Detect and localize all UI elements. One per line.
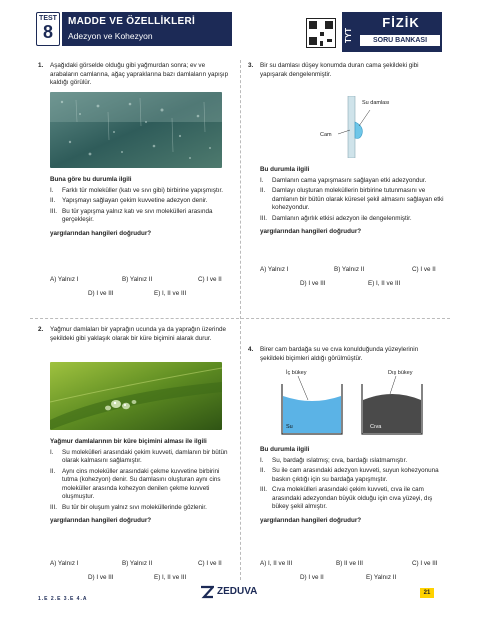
brand-series: TYT bbox=[344, 27, 353, 43]
topic-banner bbox=[62, 12, 232, 46]
unit-title: MADDE VE ÖZELLİKLERİ bbox=[68, 16, 196, 27]
statement-3: III. Damlanın ağırlık etkisi adezyon ile dengelenmiştir. bbox=[260, 214, 412, 222]
option-b[interactable]: B) II ve III bbox=[336, 560, 363, 567]
question-prompt: yargılarından hangileri doğrudur? bbox=[260, 228, 362, 235]
subtopic-title: Adezyon ve Kohezyon bbox=[68, 31, 153, 41]
question-number: 1. bbox=[38, 62, 44, 69]
question-2 bbox=[38, 326, 234, 343]
question-lead: Bu durumla ilgili bbox=[260, 166, 310, 173]
statement-1: I. Su molekülleri arasındaki çekim kuvveti, damlanın bir bütün olarak kalmasını sağlamıştır. bbox=[50, 448, 228, 464]
question-text: Yağmur damlaları bir yaprağın ucunda ya da yaprağın üzerinde şekildeki gibi yaklaşık olarak bir küre biçimini alarak durur. bbox=[50, 326, 226, 342]
page-number: 21 bbox=[420, 588, 434, 598]
option-e[interactable]: E) I, II ve III bbox=[154, 574, 187, 581]
option-d[interactable]: D) I ve II bbox=[300, 574, 324, 581]
leaf-droplets-photo bbox=[50, 362, 222, 430]
glass-label: Cam bbox=[320, 132, 332, 138]
option-a[interactable]: A) Yalnız I bbox=[260, 266, 289, 273]
question-text: Bir su damlası düşey konumda duran cama şekildeki gibi yapışarak dengelenmiştir. bbox=[260, 62, 419, 78]
option-c[interactable]: C) I ve II bbox=[412, 266, 436, 273]
question-number: 2. bbox=[38, 326, 44, 333]
question-lead: Buna göre bu durumla ilgili bbox=[50, 176, 132, 183]
question-lead: Yağmur damlalarının bir küre biçimini alması ile ilgili bbox=[50, 438, 207, 445]
brand-book: SORU BANKASI bbox=[360, 35, 440, 46]
question-prompt: yargılarından hangileri doğrudur? bbox=[50, 229, 152, 237]
publisher-name: ZEDUVA bbox=[217, 586, 258, 598]
question-4-statements bbox=[260, 446, 446, 525]
option-d[interactable]: D) I ve III bbox=[88, 574, 114, 581]
option-d[interactable]: D) I ve III bbox=[88, 290, 114, 297]
qr-code-icon[interactable] bbox=[306, 18, 336, 48]
option-c[interactable]: C) I ve II bbox=[198, 560, 222, 567]
beakers-figure bbox=[278, 370, 428, 438]
statement-1: I. Damlanın cama yapışmasını sağlayan etki adezyondur. bbox=[260, 176, 427, 184]
water-label: Su bbox=[286, 424, 293, 430]
question-4 bbox=[248, 346, 444, 363]
zeduva-logo-icon bbox=[200, 585, 214, 599]
option-e[interactable]: E) I, II ve III bbox=[154, 290, 187, 297]
book-brand bbox=[342, 12, 442, 52]
question-1-statements bbox=[50, 176, 234, 238]
option-c[interactable]: C) I ve II bbox=[198, 276, 222, 283]
option-b[interactable]: B) Yalnız II bbox=[122, 276, 153, 283]
question-number: 3. bbox=[248, 62, 254, 69]
option-e[interactable]: E) Yalnız II bbox=[366, 574, 397, 581]
statement-2: II. Yapışmayı sağlayan çekim kuvvetine adezyon denir. bbox=[50, 197, 208, 204]
question-number: 4. bbox=[248, 346, 254, 353]
concave-label: İç bükey bbox=[286, 370, 307, 376]
question-prompt: yargılarından hangileri doğrudur? bbox=[260, 516, 362, 524]
option-a[interactable]: A) Yalnız I bbox=[50, 560, 79, 567]
option-e[interactable]: E) I, II ve III bbox=[368, 280, 401, 287]
question-2-statements bbox=[50, 438, 234, 526]
statement-3: III. Bu tür bir oluşum yalnız sıvı moleküllerinde gözlenir. bbox=[50, 503, 207, 511]
statement-3: III. Cıva molekülleri arasındaki çekim kuvveti, cıva ile cam arasındaki adezyondan büyük olduğu için cıva yüzeyi, dış bükey şekil almıştır. bbox=[260, 486, 433, 510]
convex-label: Dış bükey bbox=[388, 370, 413, 376]
statement-1: I. Su, bardağı ıslatmış; cıva, bardağı ıslatmamıştır. bbox=[260, 456, 408, 464]
option-c[interactable]: C) I ve III bbox=[412, 560, 438, 567]
option-d[interactable]: D) I ve III bbox=[300, 280, 326, 287]
page-header bbox=[0, 0, 480, 60]
option-a[interactable]: A) I, II ve III bbox=[260, 560, 293, 567]
row-divider bbox=[30, 318, 450, 319]
statement-3: III. Bu tür yapışma yalnız katı ve sıvı molekülleri arasında gerçekleşir. bbox=[50, 207, 213, 223]
question-lead: Bu durumla ilgili bbox=[260, 446, 310, 453]
question-3-statements bbox=[260, 166, 446, 237]
question-3 bbox=[248, 62, 444, 79]
publisher-logo bbox=[200, 584, 257, 600]
question-text: Aşağıdaki görselde olduğu gibi yağmurdan sonra; ev ve arabaların camlarına, ağaç yapraklarına bazı damlaların yapışıp kaldığı görülür. bbox=[50, 62, 229, 86]
drop-label: Su damlası bbox=[362, 100, 390, 106]
mercury-label: Cıva bbox=[370, 424, 382, 430]
test-badge bbox=[36, 12, 60, 46]
question-text: Birer cam bardağa su ve cıva konulduğunda yüzeylerinin şekildeki biçimleri aldığı görülmüştür. bbox=[260, 346, 419, 362]
answer-key: 1.E 2.E 3.E 4.A bbox=[38, 596, 88, 602]
rainy-window-photo bbox=[50, 92, 222, 168]
option-b[interactable]: B) Yalnız II bbox=[122, 560, 153, 567]
option-a[interactable]: A) Yalnız I bbox=[50, 276, 79, 283]
brand-subject: FİZİK bbox=[382, 15, 420, 30]
test-label: TEST bbox=[39, 15, 57, 22]
test-number: 8 bbox=[42, 22, 53, 43]
statement-2: II. Damlayı oluşturan moleküllerin birbirine tutunmasını ve damlanın bir bütün olarak küresel şekil almasını sağlayan etki kohezyondur. bbox=[260, 187, 444, 211]
option-b[interactable]: B) Yalnız II bbox=[334, 266, 365, 273]
question-prompt: yargılarından hangileri doğrudur? bbox=[50, 517, 152, 524]
statement-1: I. Farklı tür moleküller (katı ve sıvı gibi) birbirine yapışmıştır. bbox=[50, 186, 223, 194]
glass-drop-figure bbox=[320, 96, 420, 158]
statement-2: II. Su ile cam arasındaki adezyon kuvveti, suyun kohezyonuna baskın çıktığı için su bardağa yapışmıştır. bbox=[260, 467, 439, 483]
statement-2: II. Aynı cins moleküller arasındaki çekme kuvvetine birbirini tutma (kohezyon) denir. Su damlasını oluşturan aynı cins moleküller arasında kohezyon denilen çekme kuvveti oluşmuştur. bbox=[50, 467, 221, 500]
question-1 bbox=[38, 62, 234, 88]
column-divider bbox=[240, 60, 241, 580]
